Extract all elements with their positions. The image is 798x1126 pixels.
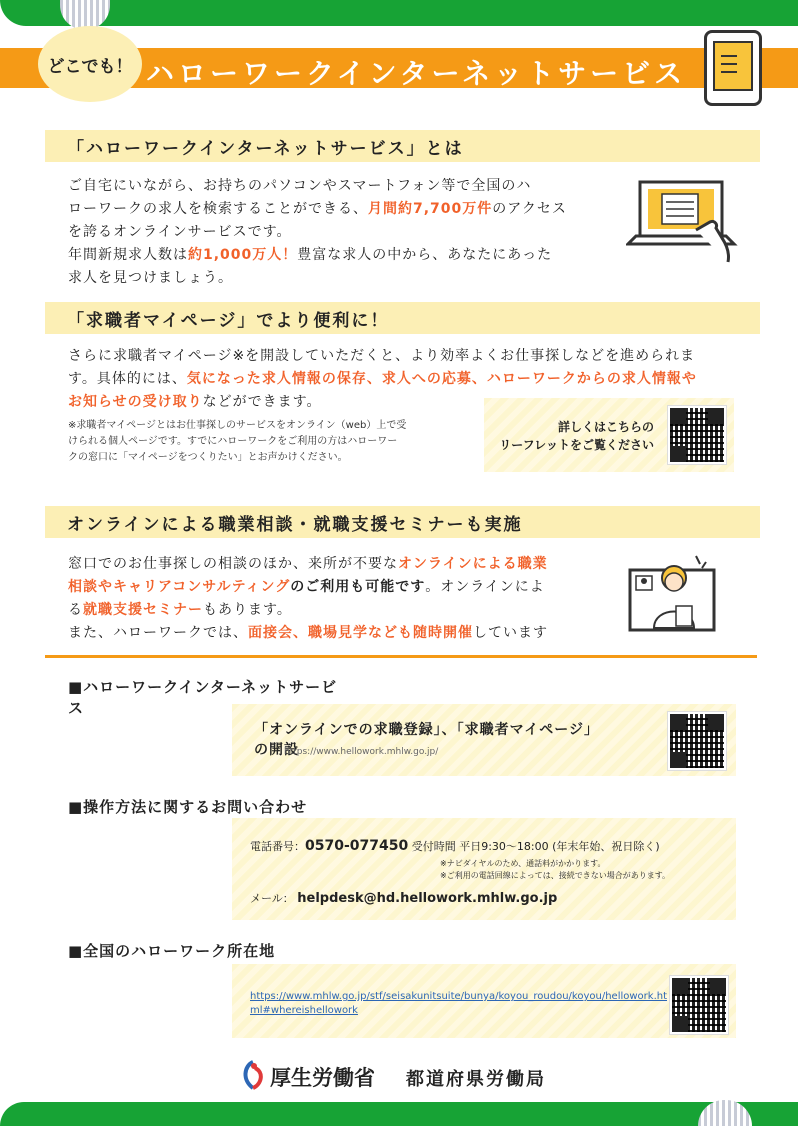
note-line: ※求職者マイページとはお仕事探しのサービスをオンライン（web）上で受 [68,420,407,431]
hws-box-line: 「オンラインでの求職登録」、「求職者マイページ」 [254,722,600,738]
location-link[interactable] [250,990,668,1018]
hws-url[interactable]: https://www.hellowork.mhlw.go.jp/ [284,747,439,757]
section1-body [68,175,608,290]
tel-note: ※ナビダイヤルのため、通話料がかかります。 [440,859,606,868]
hws-qr-code[interactable] [668,712,726,770]
note-line: クの窓口に「マイページをつくりたい」とお声かけください。 [68,452,348,463]
ministry-name: 厚生労働省 [270,1066,375,1090]
hws-box-text [254,720,599,760]
body-line: 年間新規求人数は約1,000万人！豊富な求人の中から、あなたにあった [68,247,553,263]
section-heading-mypage: 「求職者マイページ」でより便利に！ [45,302,760,334]
body-line: お知らせの受け取りなどができます。 [68,394,322,410]
body-line: ご自宅にいながら、お持ちのパソコンやスマートフォン等で全国のハ [68,178,532,194]
location-url-line[interactable]: https://www.mhlw.go.jp/stf/seisakunitsuite/bunya/koyou_roudou/koyou/hellowork.ht [250,991,668,1002]
laptop-touch-icon [626,178,738,268]
leaflet-line: リーフレットをご覧ください [499,438,654,452]
hws-heading-line: ■ハローワークインターネットサービ [68,678,338,696]
body-line: を誇るオンラインサービスです。 [68,224,292,240]
mail-row [250,890,557,906]
top-green-bar [0,0,798,26]
mail-address[interactable]: helpdesk@hd.hellowork.mhlw.go.jp [297,891,558,906]
mail-label: メール： [250,892,294,905]
body-line: す。具体的には、気になった求人情報の保存、求人への応募、ハローワークからの求人情報や [68,371,697,387]
leaflet-box[interactable] [484,398,734,472]
page-title: ハローワークインターネットサービス [146,57,687,90]
hws-heading-line: ス [68,699,85,717]
tel-number[interactable]: 0570-077450 [305,838,409,854]
contact-box [232,818,736,920]
location-box[interactable] [232,964,736,1038]
bottom-green-bar [0,1102,798,1126]
body-line: る就職支援セミナーもあります。 [68,602,292,618]
location-url-line[interactable]: ml#whereishellowork [250,1005,358,1016]
section-heading-internet-service: 「ハローワークインターネットサービス」とは [45,130,760,162]
tel-row [250,838,660,854]
tel-note: ※ご利用の電話回線によっては、接続できない場合があります。 [440,871,671,880]
location-qr-code[interactable] [670,976,728,1034]
tel-hours: 受付時間 平日9:30〜18:00 (年末年始、祝日除く) [411,840,660,853]
body-line: また、ハローワークでは、面接会、職場見学なども随時開催しています [68,625,548,641]
leaflet-text [484,418,654,454]
body-line: 相談やキャリアコンサルティングのご利用も可能です。オンラインによ [68,579,545,595]
contact-heading: ■操作方法に関するお問い合わせ [68,798,308,816]
section3-body [68,553,608,645]
tel-notes [440,858,670,882]
location-heading: ■全国のハローワーク所在地 [68,942,276,960]
title-bubble: どこでも！ [38,26,142,102]
section-divider [45,655,757,658]
hws-box[interactable] [232,704,736,776]
mhlw-logo-icon [240,1060,266,1090]
leaflet-qr-code[interactable] [668,406,726,464]
body-line: 求人を見つけましょう。 [68,270,233,286]
hws-box-suffix: の開設 [254,742,299,758]
bureau-name: 都道府県労働局 [406,1069,546,1090]
mypage-note [68,418,468,466]
body-line: 窓口でのお仕事探しの相談のほか、来所が不要なオンラインによる職業 [68,556,548,572]
note-line: けられる個人ページです。すでにハローワークをご利用の方はハローワー [68,436,398,447]
body-line: ローワークの求人を検索することができる、月間約7,700万件のアクセス [68,201,567,217]
section-heading-online-consultation: オンラインによる職業相談・就職支援セミナーも実施 [45,506,760,538]
online-consultation-icon [626,550,718,636]
tel-label: 電話番号： [250,840,305,853]
smartphone-icon [704,30,762,106]
hws-box-line2 [254,740,599,760]
leaflet-line: 詳しくはこちらの [557,420,654,434]
body-line: さらに求職者マイページ※を開設していただくと、より効率よくお仕事探しなどを進められま [68,348,696,364]
